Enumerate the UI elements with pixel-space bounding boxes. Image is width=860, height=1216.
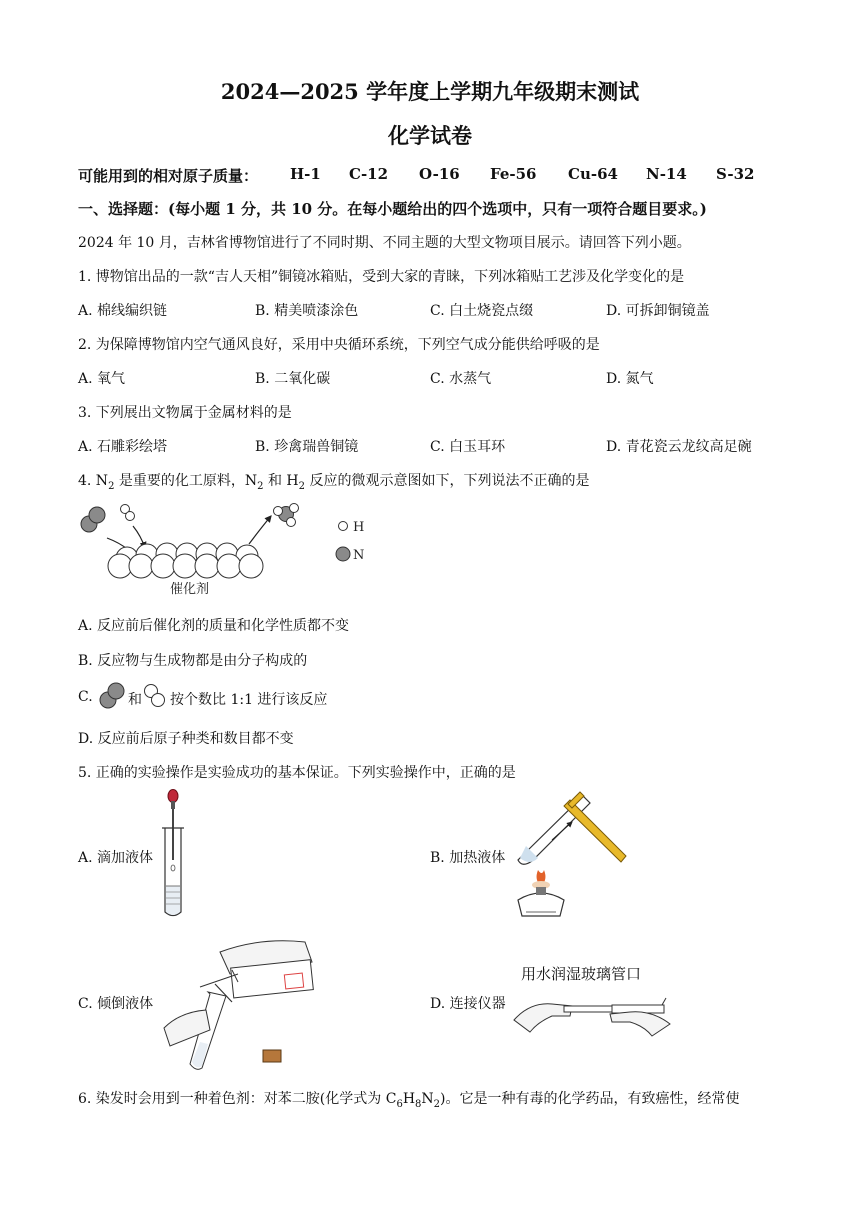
q3-option-d: D. 青花瓷云龙纹高足碗 <box>606 439 752 455</box>
h2-molecule-icon <box>142 682 168 710</box>
q2-option-b: B. 二氧化碳 <box>255 371 331 387</box>
q5-option-b: B. 加热液体 <box>430 850 506 866</box>
n2-molecule-reactant <box>81 507 105 532</box>
atomic-mass-h: H-1 <box>290 165 321 183</box>
q1-option-c: C. 白土烧瓷点缀 <box>430 303 534 319</box>
h2-molecule-reactant <box>121 505 135 521</box>
heating-figure <box>508 788 633 923</box>
q2-stem: 2. 为保障博物馆内空气通风良好，采用中央循环系统，下列空气成分能供给呼吸的是 <box>78 337 600 353</box>
q5-option-c: C. 倾倒液体 <box>78 996 154 1012</box>
q1-option-b: B. 精美喷漆涂色 <box>255 303 359 319</box>
q3-option-a: A. 石雕彩绘塔 <box>78 439 168 455</box>
legend-h-label: H <box>353 520 365 535</box>
section-intro: 2024 年 10 月，吉林省博物馆进行了不同时期、不同主题的大型文物项目展示。请回答下列小题。 <box>78 235 691 251</box>
connecting-figure <box>512 990 672 1038</box>
atomic-mass-o: O-16 <box>419 165 460 183</box>
q5-option-a: A. 滴加液体 <box>78 850 154 866</box>
q4-option-c-prefix: C. <box>78 689 93 705</box>
q1-option-d: D. 可拆卸铜镜盖 <box>606 303 710 319</box>
catalyst-label: 催化剂 <box>170 581 210 596</box>
q4-option-a: A. 反应前后催化剂的质量和化学性质都不变 <box>78 618 350 634</box>
atomic-mass-c: C-12 <box>349 165 389 183</box>
pouring-figure <box>160 932 330 1072</box>
q4-stem: 4. $N_2$ 是重要的化工原料，$N_2$ 和 $H_2$ 反应的微观示意图如下，下列说法不正确的是 <box>78 473 590 492</box>
legend-h-icon <box>339 522 348 531</box>
q2-option-d: D. 氮气 <box>606 371 654 387</box>
n2-molecule-icon <box>98 682 128 712</box>
q2-option-a: A. 氧气 <box>78 371 126 387</box>
q3-stem: 3. 下列展出文物属于金属材料的是 <box>78 405 292 421</box>
q5-stem: 5. 正确的实验操作是实验成功的基本保证。下列实验操作中，正确的是 <box>78 765 516 781</box>
q4-option-c-suffix: 按个数比 1:1 进行该反应 <box>170 692 328 708</box>
q1-stem: 1. 博物馆出品的一款“吉人天相”铜镜冰箱贴，受到大家的青睐，下列冰箱贴工艺涉及化学变化的是 <box>78 269 685 285</box>
atomic-mass-label: 可能用到的相对原子质量： <box>78 167 259 185</box>
exam-subtitle: 化学试卷 <box>388 123 472 148</box>
q1-option-a: A. 棉线编织链 <box>78 303 168 319</box>
q4-option-b: B. 反应物与生成物都是由分子构成的 <box>78 653 308 669</box>
q3-option-c: C. 白玉耳环 <box>430 439 506 455</box>
section-heading: 一、选择题：(每小题 1 分，共 10 分。在每小题给出的四个选项中，只有一项符合题目要求。) <box>78 200 707 218</box>
exam-title: 2024—2025 学年度上学期九年级期末测试 <box>220 79 640 104</box>
q4-option-d: D. 反应前后原子种类和数目都不变 <box>78 731 294 747</box>
atomic-mass-cu: Cu-64 <box>568 165 618 183</box>
q5-figure-d-caption: 用水润湿玻璃管口 <box>521 966 642 983</box>
atomic-mass-n: N-14 <box>646 165 687 183</box>
catalyst-surface <box>108 543 263 578</box>
atomic-mass-fe: Fe-56 <box>490 165 537 183</box>
q6-stem: 6. 染发时会用到一种着色剂：对苯二胺(化学式为 $C_6H_8N_2$)。它是一种有毒的化学药品，有致癌性，经常使 <box>78 1091 740 1110</box>
dropper-figure <box>160 788 190 923</box>
legend-n-label: N <box>353 548 365 563</box>
q2-option-c: C. 水蒸气 <box>430 371 492 387</box>
legend-n-icon <box>336 547 350 561</box>
q4-reaction-diagram <box>75 500 375 600</box>
arrow-out <box>249 516 271 544</box>
q3-option-b: B. 珍禽瑞兽铜镜 <box>255 439 359 455</box>
atomic-mass-s: S-32 <box>716 165 755 183</box>
nh3-molecule-product <box>274 504 299 527</box>
q5-option-d: D. 连接仪器 <box>430 996 506 1012</box>
q4-option-c-and: 和 <box>128 692 142 708</box>
